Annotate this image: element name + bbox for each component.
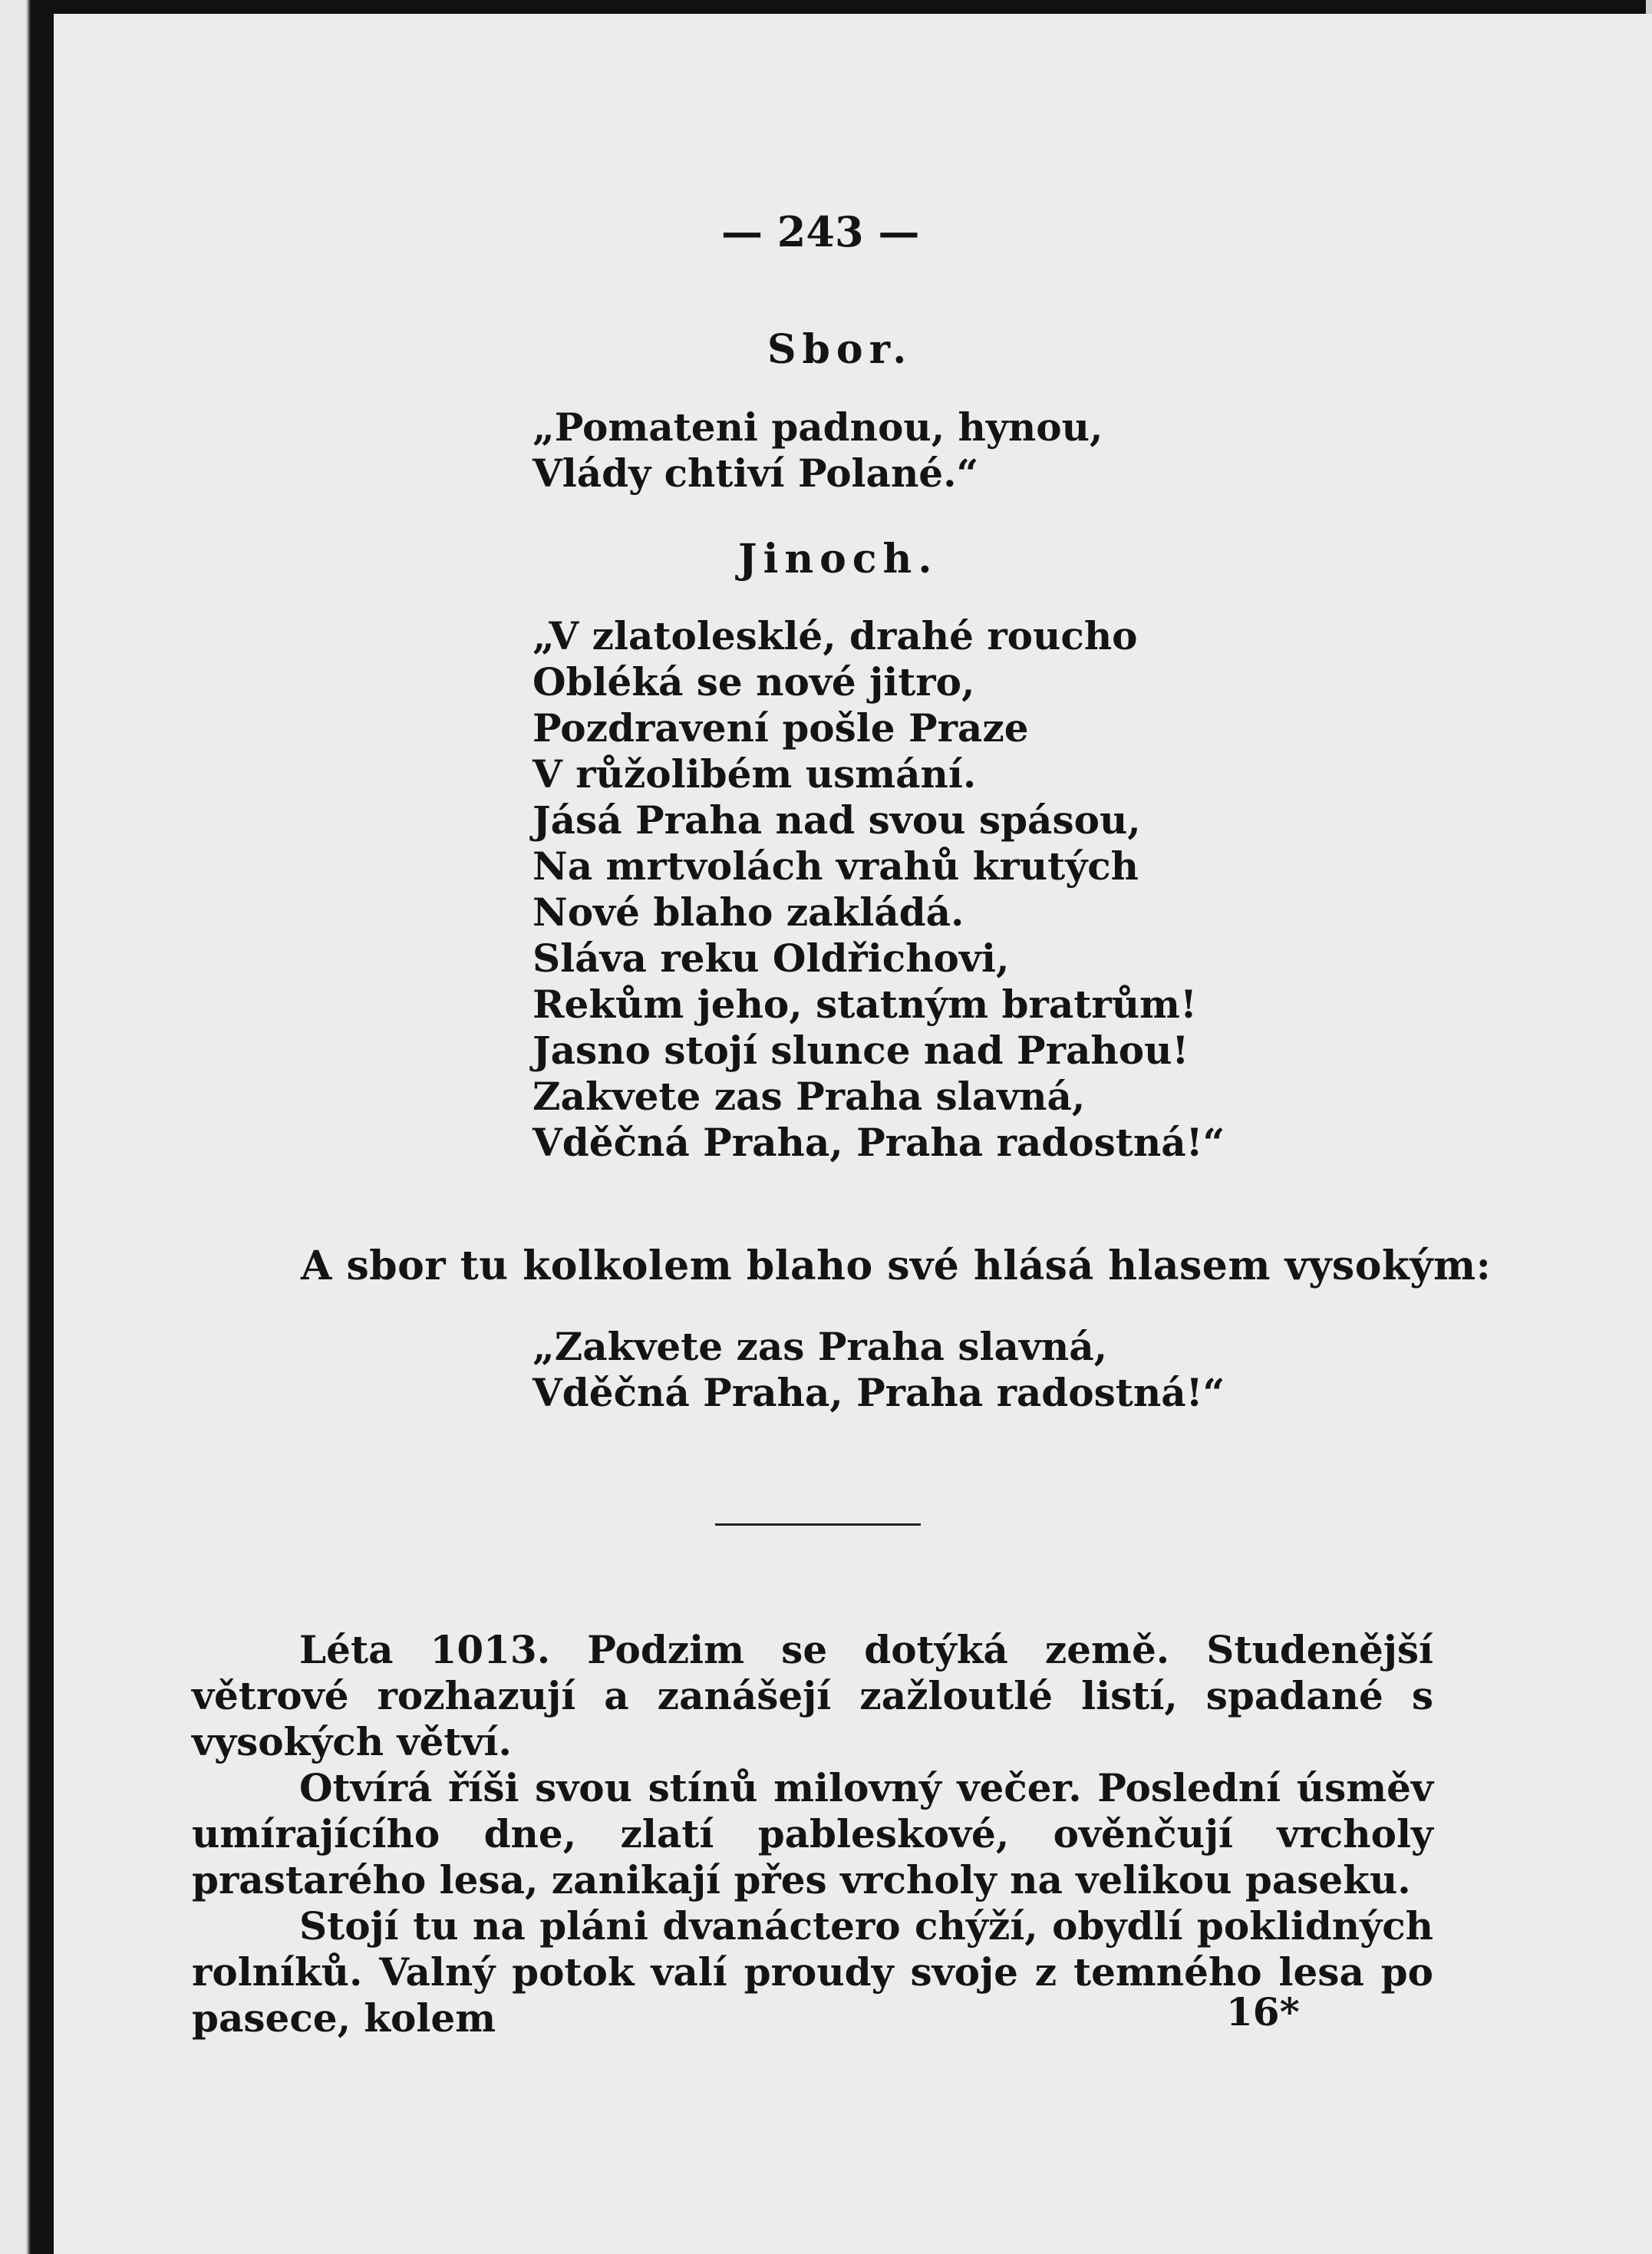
verse-line: Na mrtvolách vrahů krutých — [533, 843, 1139, 889]
verse-line: Nové blaho zakládá. — [533, 889, 964, 935]
verse-line: Pozdravení pošle Praze — [533, 705, 1029, 751]
signature-mark: 16* — [1226, 1989, 1300, 2035]
verse-line: „Pomateni padnou, hynou, — [533, 404, 1103, 450]
verse-line: Sláva reku Oldřichovi, — [533, 936, 1010, 981]
scan-spine — [0, 0, 54, 2254]
prose-paragraph: Stojí tu na pláni dvanáctero chýží, obydlí poklidných rolníků. Valný potok valí proudy svoje z temného lesa po pasece, kolem — [192, 1903, 1433, 2041]
speaker-youth: Jinoch. — [738, 536, 938, 582]
prose-paragraph: Léta 1013. Podzim se dotýká země. Studenější větrové rozhazují a zanášejí zažloutlé listí, spadané s vysokých větví. — [192, 1627, 1433, 1764]
verse-line: Zakvete zas Praha slavná, — [533, 1074, 1086, 1119]
verse-line: Vlády chtiví Polané.“ — [533, 450, 979, 496]
narration-line: A sbor tu kolkolem blaho své hlásá hlasem vysokým: — [301, 1243, 1492, 1289]
verse-line: Vděčná Praha, Praha radostná!“ — [533, 1370, 1225, 1415]
page-number: — 243 — — [721, 207, 920, 256]
chorus-refrain — [533, 1324, 1225, 1416]
prose-paragraph: Otvírá říši svou stínů milovný večer. Poslední úsměv umírajícího dne, zlatí pableskové, ověnčují vrcholy prastarého lesa, zanikají přes vrcholy na velikou paseku. — [192, 1765, 1433, 1903]
scan-top-edge — [0, 0, 1652, 14]
speaker-chorus: Sbor. — [767, 326, 913, 373]
chorus-verse — [533, 404, 1103, 497]
verse-line: Jásá Praha nad svou spásou, — [533, 797, 1141, 843]
youth-verse — [533, 613, 1225, 1166]
verse-line: „V zlatolesklé, drahé roucho — [533, 613, 1138, 658]
prose-section — [192, 1627, 1433, 2041]
verse-line: Rekům jeho, statným bratrům! — [533, 982, 1197, 1027]
verse-line: Obléká se nové jitro, — [533, 659, 975, 705]
section-divider — [715, 1523, 921, 1526]
verse-line: „Zakvete zas Praha slavná, — [533, 1324, 1108, 1369]
verse-line: Jasno stojí slunce nad Prahou! — [533, 1028, 1189, 1073]
verse-line: V růžolibém usmání. — [533, 751, 977, 797]
verse-line: Vděčná Praha, Praha radostná!“ — [533, 1120, 1225, 1165]
